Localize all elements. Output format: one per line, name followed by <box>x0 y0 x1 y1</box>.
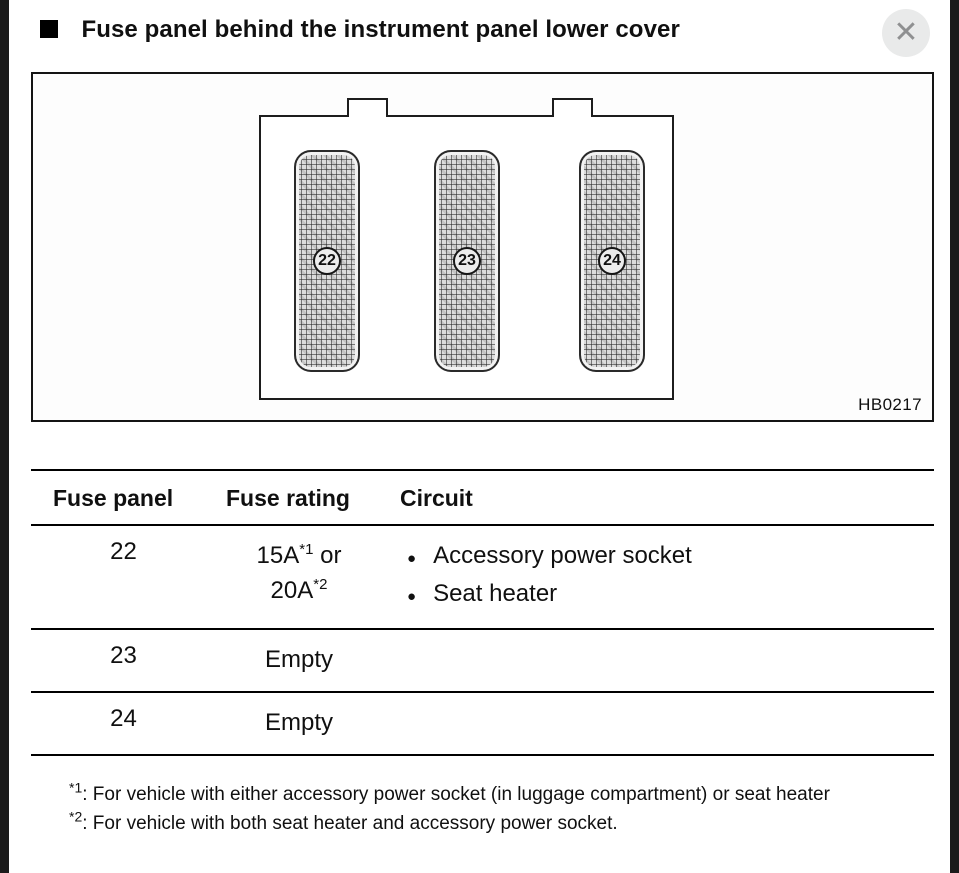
circuit-item <box>407 576 934 614</box>
table-row-fuse-22 <box>31 525 934 629</box>
circuit-label: Accessory power socket <box>433 542 692 569</box>
table-row-fuse-23 <box>31 629 934 692</box>
footnote-ref: *2 <box>313 576 328 593</box>
diagram-code: HB0217 <box>858 395 922 414</box>
title-bullet-icon <box>40 20 58 38</box>
bullet-icon: ● <box>407 588 417 605</box>
content-area <box>31 72 934 756</box>
footnote-marker: *1 <box>69 779 83 796</box>
footnote-2 <box>69 810 859 837</box>
footnote-text: : For vehicle with both seat heater and accessory power socket. <box>82 813 618 834</box>
fuse-number-badge: 22 <box>313 247 341 275</box>
footnote-text: : For vehicle with either accessory power socket (in luggage compartment) or seat heater <box>82 784 830 805</box>
left-border-bar <box>0 0 9 873</box>
fuse-slot-23 <box>434 150 500 372</box>
rating-line: $15A^{*1}$ or <box>256 541 342 569</box>
fuse-rating: Empty <box>264 709 333 736</box>
right-border-bar <box>950 0 959 873</box>
circuit-item <box>407 538 934 576</box>
title-bar <box>0 0 959 62</box>
rating-line: $20A^{*2}$ <box>270 576 328 604</box>
panel-tab-right <box>552 98 593 117</box>
footnotes <box>69 781 859 837</box>
fuse-number-badge: 23 <box>453 247 481 275</box>
fuse-panel-number: 23 <box>110 642 137 669</box>
page-title: Fuse panel behind the instrument panel lower cover <box>81 16 680 43</box>
bullet-icon: ● <box>407 550 417 567</box>
col-header-circuit: Circuit <box>400 485 473 511</box>
fuse-rating: Empty <box>264 646 333 673</box>
circuit-list <box>382 692 934 755</box>
fuse-rating <box>216 525 382 629</box>
fuse-table <box>31 469 934 756</box>
fuse-number-badge: 24 <box>598 247 626 275</box>
footnote-1 <box>69 781 859 808</box>
fuse-panel-diagram <box>31 72 934 422</box>
circuit-list <box>382 629 934 692</box>
fuse-panel-outline <box>259 115 674 400</box>
close-button[interactable] <box>882 9 930 57</box>
close-icon: ✕ <box>893 15 919 50</box>
fuse-slot-22 <box>294 150 360 372</box>
circuit-label: Seat heater <box>433 580 558 607</box>
table-row-fuse-24 <box>31 692 934 755</box>
col-header-fuse-rating: Fuse rating <box>226 485 350 511</box>
footnote-ref: *1 <box>299 541 314 558</box>
footnote-marker: *2 <box>69 808 83 825</box>
col-header-fuse-panel: Fuse panel <box>53 485 174 511</box>
fuse-slot-24 <box>579 150 645 372</box>
panel-tab-left <box>347 98 388 117</box>
table-header-row <box>31 470 934 525</box>
fuse-panel-number: 24 <box>110 705 137 732</box>
circuit-list <box>382 525 934 629</box>
fuse-panel-number: 22 <box>110 538 137 565</box>
